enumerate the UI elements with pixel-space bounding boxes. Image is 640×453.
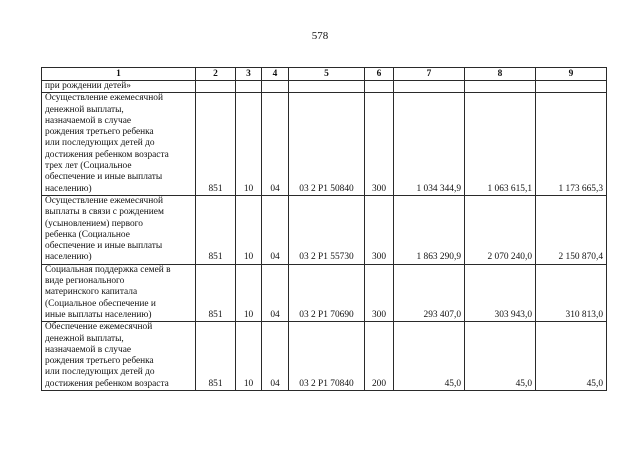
target-article-code: 03 2 Р1 55730 <box>289 195 365 264</box>
page-number: 578 <box>311 30 329 42</box>
amount-col-9: 45,0 <box>536 322 607 391</box>
header-cell-2: 2 <box>196 68 236 81</box>
continuation-row <box>42 81 607 93</box>
expense-type-code: 300 <box>365 264 394 321</box>
section-code: 10 <box>236 264 262 321</box>
table-row <box>42 264 607 321</box>
subsection-code: 04 <box>262 322 289 391</box>
amount-col-9: 1 173 665,3 <box>536 93 607 196</box>
amount-col-8: 303 943,0 <box>465 264 536 321</box>
header-cell-6: 6 <box>365 68 394 81</box>
amount-col-8: 2 070 240,0 <box>465 195 536 264</box>
amount-col-7: 45,0 <box>394 322 465 391</box>
row-name: Осуществление ежемесячной выплаты в связи с рождением (усыновлением) первого ребенка (Социальное обеспечение и иные выплаты населению) <box>42 195 196 264</box>
expense-type-code: 300 <box>365 195 394 264</box>
header-cell-7: 7 <box>394 68 465 81</box>
ministry-code: 851 <box>196 322 236 391</box>
ministry-code: 851 <box>196 264 236 321</box>
table-row <box>42 322 607 391</box>
section-code: 10 <box>236 195 262 264</box>
amount-col-7: 1 863 290,9 <box>394 195 465 264</box>
amount-col-9: 2 150 870,4 <box>536 195 607 264</box>
amount-col-7: 293 407,0 <box>394 264 465 321</box>
section-code: 10 <box>236 322 262 391</box>
header-cell-8: 8 <box>465 68 536 81</box>
expense-type-code: 300 <box>365 93 394 196</box>
row-name: Социальная поддержка семей в виде регионального материнского капитала (Социальное обеспечение и иные выплаты населению) <box>42 264 196 321</box>
table-row <box>42 195 607 264</box>
continuation-text: при рождении детей» <box>42 81 196 93</box>
subsection-code: 04 <box>262 264 289 321</box>
section-code: 10 <box>236 93 262 196</box>
subsection-code: 04 <box>262 93 289 196</box>
header-cell-3: 3 <box>236 68 262 81</box>
amount-col-8: 45,0 <box>465 322 536 391</box>
subsection-code: 04 <box>262 195 289 264</box>
header-cell-4: 4 <box>262 68 289 81</box>
amount-col-8: 1 063 615,1 <box>465 93 536 196</box>
header-cell-5: 5 <box>289 68 365 81</box>
row-name: Обеспечение ежемесячной денежной выплаты, назначаемой в случае рождения третьего ребенка или последующих детей до достижения ребенком возраста <box>42 322 196 391</box>
header-cell-9: 9 <box>536 68 607 81</box>
row-name: Осуществление ежемесячной денежной выплаты, назначаемой в случае рождения третьего ребенка или последующих детей до достижения ребенком возраста трех лет (Социальное обеспечение и иные выплаты населению) <box>42 93 196 196</box>
amount-col-9: 310 813,0 <box>536 264 607 321</box>
target-article-code: 03 2 Р1 70840 <box>289 322 365 391</box>
table-row <box>42 93 607 196</box>
header-cell-1: 1 <box>42 68 196 81</box>
target-article-code: 03 2 Р1 50840 <box>289 93 365 196</box>
target-article-code: 03 2 Р1 70690 <box>289 264 365 321</box>
amount-col-7: 1 034 344,9 <box>394 93 465 196</box>
ministry-code: 851 <box>196 195 236 264</box>
header-row <box>42 68 607 81</box>
budget-table <box>41 67 607 391</box>
ministry-code: 851 <box>196 93 236 196</box>
expense-type-code: 200 <box>365 322 394 391</box>
